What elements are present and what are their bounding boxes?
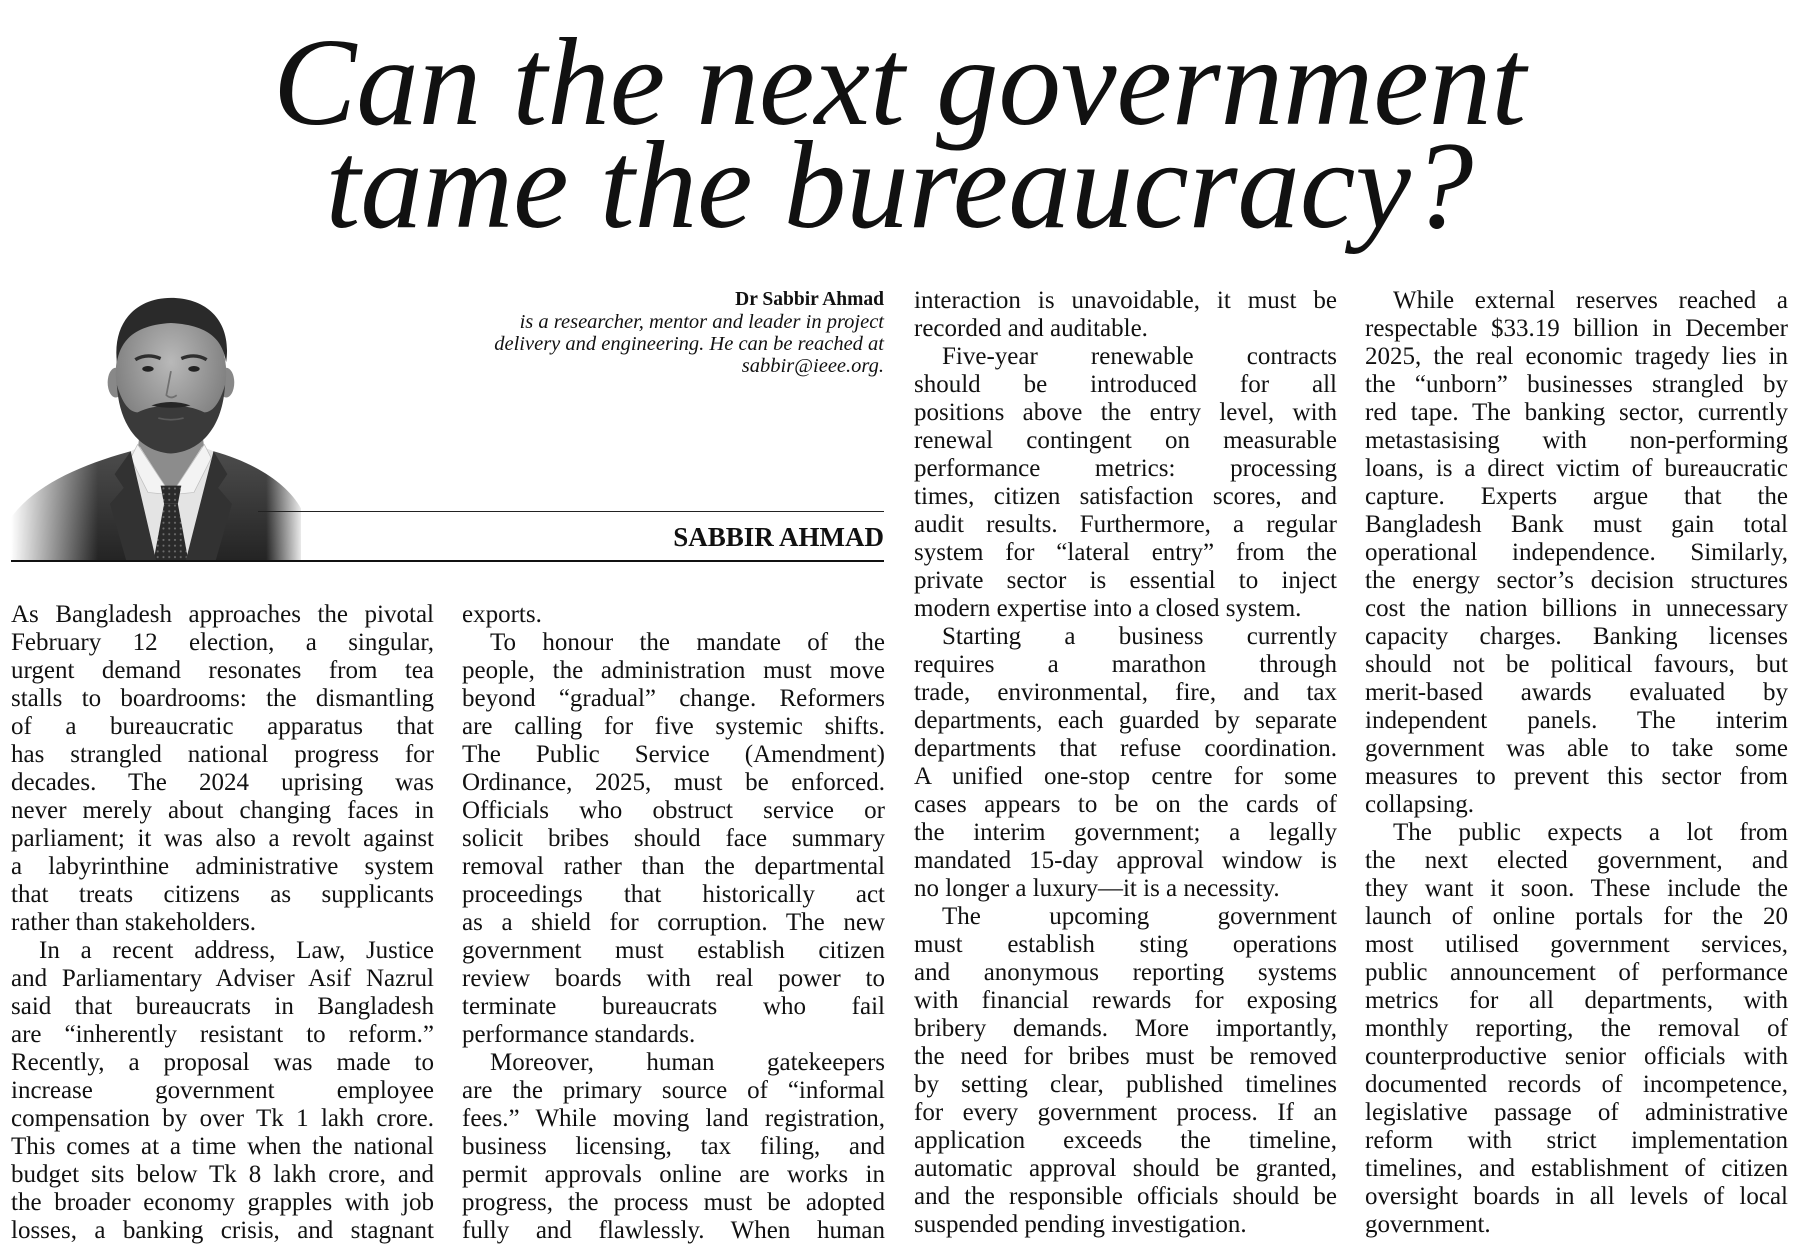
article-text-line: trade, environmental, fire, and tax xyxy=(914,679,1337,706)
article-text-line: terminate bureaucrats who fail xyxy=(462,993,885,1020)
article-text-line: bribery demands. More importantly, xyxy=(914,1015,1337,1042)
article-text-line: counterproductive senior officials with xyxy=(1365,1043,1788,1070)
article-text-line: with financial rewards for exposing xyxy=(914,987,1337,1014)
article-text-line: To honour the mandate of the xyxy=(490,629,885,656)
article-text-line: are “inherently resistant to reform.” xyxy=(11,1021,434,1048)
article-text-line: reform with strict implementation xyxy=(1365,1127,1788,1154)
article-text-line: increase government employee xyxy=(11,1077,434,1104)
article-text-line: never merely about changing faces in xyxy=(11,797,434,824)
article-text-line: the need for bribes must be removed xyxy=(914,1043,1337,1070)
article-text-line: and the responsible officials should be xyxy=(914,1183,1337,1210)
article-text-line: metrics for all departments, with xyxy=(1365,987,1788,1014)
article-text-line: Ordinance, 2025, must be enforced. xyxy=(462,769,885,796)
article-text-line: the broader economy grapples with job xyxy=(11,1189,434,1216)
article-text-line: The Public Service (Amendment) xyxy=(462,741,885,768)
author-photo xyxy=(11,291,301,560)
article-text-line: are the primary source of “informal xyxy=(462,1077,885,1104)
article-text-line: government. xyxy=(1365,1211,1491,1238)
article-column-4 xyxy=(1365,287,1788,1239)
article-text-line: progress, the process must be adopted xyxy=(462,1189,885,1216)
article-text-line: launch of online portals for the 20 xyxy=(1365,903,1788,930)
article-text-line: the next elected government, and xyxy=(1365,847,1788,874)
article-paragraph xyxy=(914,287,1337,343)
article-text-line: audit results. Furthermore, a regular xyxy=(914,511,1337,538)
article-column-1 xyxy=(11,601,434,1245)
article-text-line: Moreover, human gatekeepers xyxy=(490,1049,885,1076)
article-text-line: 2025, the real economic tragedy lies in xyxy=(1365,343,1788,370)
article-text-line: proceedings that historically act xyxy=(462,881,885,908)
article-text-line: red tape. The banking sector, currently xyxy=(1365,399,1788,426)
article-text-line: private sector is essential to inject xyxy=(914,567,1337,594)
article-text-line: requires a marathon through xyxy=(914,651,1337,678)
article-paragraph xyxy=(11,601,434,937)
author-bio-name: Dr Sabbir Ahmad xyxy=(735,289,884,310)
article-text-line: renewal contingent on measurable xyxy=(914,427,1337,454)
article-text-line: no longer a luxury—it is a necessity. xyxy=(914,875,1280,902)
article-text-line: by setting clear, published timelines xyxy=(914,1071,1337,1098)
article-text-line: losses, a banking crisis, and stagnant xyxy=(11,1217,434,1244)
article-text-line: capacity charges. Banking licenses xyxy=(1365,623,1788,650)
article-text-line: capture. Experts argue that the xyxy=(1365,483,1788,510)
article-text-line: system for “lateral entry” from the xyxy=(914,539,1337,566)
headline-line-2: tame the bureaucracy? xyxy=(325,117,1474,255)
article-text-line: exports. xyxy=(462,601,542,628)
article-text-line: of a bureaucratic apparatus that xyxy=(11,713,434,740)
article-text-line: and anonymous reporting systems xyxy=(914,959,1337,986)
article-text-line: times, citizen satisfaction scores, and xyxy=(914,483,1337,510)
article-text-line: has strangled national progress for xyxy=(11,741,434,768)
article-text-line: respectable $33.19 billion in December xyxy=(1365,315,1788,342)
article-text-line: Bangladesh Bank must gain total xyxy=(1365,511,1788,538)
article-text-line: a labyrinthine administrative system xyxy=(11,853,434,880)
byline: SABBIR AHMAD xyxy=(673,522,884,552)
article-text-line: decades. The 2024 uprising was xyxy=(11,769,434,796)
author-email: sabbir@ieee.org. xyxy=(741,355,884,377)
article-text-line: rather than stakeholders. xyxy=(11,909,257,936)
article-paragraph xyxy=(914,903,1337,1239)
article-text-line: urgent demand resonates from tea xyxy=(11,657,434,684)
article-text-line: they want it soon. These include the xyxy=(1365,875,1788,902)
article-text-line: The public expects a lot from xyxy=(1393,819,1788,846)
article-text-line: budget sits below Tk 8 lakh crore, and xyxy=(11,1161,434,1188)
article-text-line: In a recent address, Law, Justice xyxy=(39,937,434,964)
article-text-line: collapsing. xyxy=(1365,791,1475,818)
article-paragraph xyxy=(462,629,885,1049)
byline-rule-top xyxy=(258,511,884,512)
article-text-line: independent panels. The interim xyxy=(1365,707,1788,734)
article-text-line: performance metrics: processing xyxy=(914,455,1337,482)
article-text-line: the “unborn” businesses strangled by xyxy=(1365,371,1788,398)
article-text-line: application exceeds the timeline, xyxy=(914,1127,1337,1154)
article-paragraph xyxy=(462,1049,885,1245)
article-text-line: timelines, and establishment of citizen xyxy=(1365,1155,1788,1182)
article-paragraph xyxy=(1365,819,1788,1239)
article-text-line: said that bureaucrats in Bangladesh xyxy=(11,993,434,1020)
article-text-line: as a shield for corruption. The new xyxy=(462,909,885,936)
author-portrait-icon xyxy=(11,291,301,560)
article-text-line: operational independence. Similarly, xyxy=(1365,539,1788,566)
article-text-line: While external reserves reached a xyxy=(1393,287,1788,314)
article-text-line: February 12 election, a singular, xyxy=(11,629,434,656)
article-text-line: the energy sector’s decision structures xyxy=(1365,567,1788,594)
article-text-line: parliament; it was also a revolt against xyxy=(11,825,434,852)
author-bio-line: delivery and engineering. He can be reached at xyxy=(494,333,884,355)
article-text-line: review boards with real power to xyxy=(462,965,885,992)
article-text-line: A unified one-stop centre for some xyxy=(914,763,1337,790)
article-text-line: measures to prevent this sector from xyxy=(1365,763,1788,790)
article-text-line: compensation by over Tk 1 lakh crore. xyxy=(11,1105,434,1132)
article-text-line: most utilised government services, xyxy=(1365,931,1788,958)
article-text-line: business licensing, tax filing, and xyxy=(462,1133,885,1160)
article-paragraph xyxy=(914,623,1337,903)
article-column-2 xyxy=(462,601,885,1245)
article-text-line: automatic approval should be granted, xyxy=(914,1155,1337,1182)
article-text-line: performance standards. xyxy=(462,1021,696,1048)
headline xyxy=(0,14,1799,255)
article-text-line: mandated 15-day approval window is xyxy=(914,847,1337,874)
article-text-line: This comes at a time when the national xyxy=(11,1133,434,1160)
article-text-line: fully and flawlessly. When human xyxy=(462,1217,885,1244)
article-text-line: merit-based awards evaluated by xyxy=(1365,679,1788,706)
article-text-line: departments, each guarded by separate xyxy=(914,707,1337,734)
article-text-line: The upcoming government xyxy=(942,903,1337,930)
byline-rule-bottom xyxy=(11,560,884,562)
article-text-line: departments that refuse coordination. xyxy=(914,735,1337,762)
article-text-line: government was able to take some xyxy=(1365,735,1788,762)
article-text-line: that treats citizens as supplicants xyxy=(11,881,434,908)
article-text-line: should not be political favours, but xyxy=(1365,651,1788,678)
article-text-line: government must establish citizen xyxy=(462,937,885,964)
article-text-line: public announcement of performance xyxy=(1365,959,1788,986)
article-text-line: modern expertise into a closed system. xyxy=(914,595,1302,622)
article-text-line: the interim government; a legally xyxy=(914,819,1337,846)
article-text-line: should be introduced for all xyxy=(914,371,1337,398)
author-bio xyxy=(440,289,884,377)
article-text-line: oversight boards in all levels of local xyxy=(1365,1183,1788,1210)
article-text-line: Five-year renewable contracts xyxy=(942,343,1337,370)
article-text-line: metastasising with non-performing xyxy=(1365,427,1788,454)
article-text-line: for every government process. If an xyxy=(914,1099,1337,1126)
article-text-line: cost the nation billions in unnecessary xyxy=(1365,595,1788,622)
article-column-3 xyxy=(914,287,1337,1239)
article-text-line: legislative passage of administrative xyxy=(1365,1099,1788,1126)
article-text-line: and Parliamentary Adviser Asif Nazrul xyxy=(11,965,434,992)
headline-line-1: Can the next government xyxy=(272,14,1527,152)
article-paragraph xyxy=(1365,287,1788,819)
author-bio-line: is a researcher, mentor and leader in project xyxy=(519,311,884,333)
article-text-line: must establish sting operations xyxy=(914,931,1337,958)
article-text-line: beyond “gradual” change. Reformers xyxy=(462,685,885,712)
article-text-line: monthly reporting, the removal of xyxy=(1365,1015,1788,1042)
article-paragraph xyxy=(462,601,885,629)
article-text-line: cases appears to be on the cards of xyxy=(914,791,1337,818)
article-text-line: fees.” While moving land registration, xyxy=(462,1105,885,1132)
article-paragraph xyxy=(914,343,1337,623)
article-text-line: Officials who obstruct service or xyxy=(462,797,885,824)
article-text-line: people, the administration must move xyxy=(462,657,885,684)
article-text-line: are calling for five systemic shifts. xyxy=(462,713,885,740)
article-text-line: recorded and auditable. xyxy=(914,315,1148,342)
article-text-line: suspended pending investigation. xyxy=(914,1211,1247,1238)
article-text-line: documented records of incompetence, xyxy=(1365,1071,1788,1098)
article-text-line: interaction is unavoidable, it must be xyxy=(914,287,1337,314)
article-text-line: solicit bribes should face summary xyxy=(462,825,885,852)
article-text-line: Recently, a proposal was made to xyxy=(11,1049,434,1076)
article-paragraph xyxy=(11,937,434,1245)
article-text-line: permit approvals online are works in xyxy=(462,1161,885,1188)
article-text-line: removal rather than the departmental xyxy=(462,853,885,880)
article-text-line: Starting a business currently xyxy=(942,623,1337,650)
article-text-line: stalls to boardrooms: the dismantling xyxy=(11,685,434,712)
article-text-line: loans, is a direct victim of bureaucratic xyxy=(1365,455,1788,482)
article-text-line: positions above the entry level, with xyxy=(914,399,1337,426)
article-text-line: As Bangladesh approaches the pivotal xyxy=(11,601,434,628)
